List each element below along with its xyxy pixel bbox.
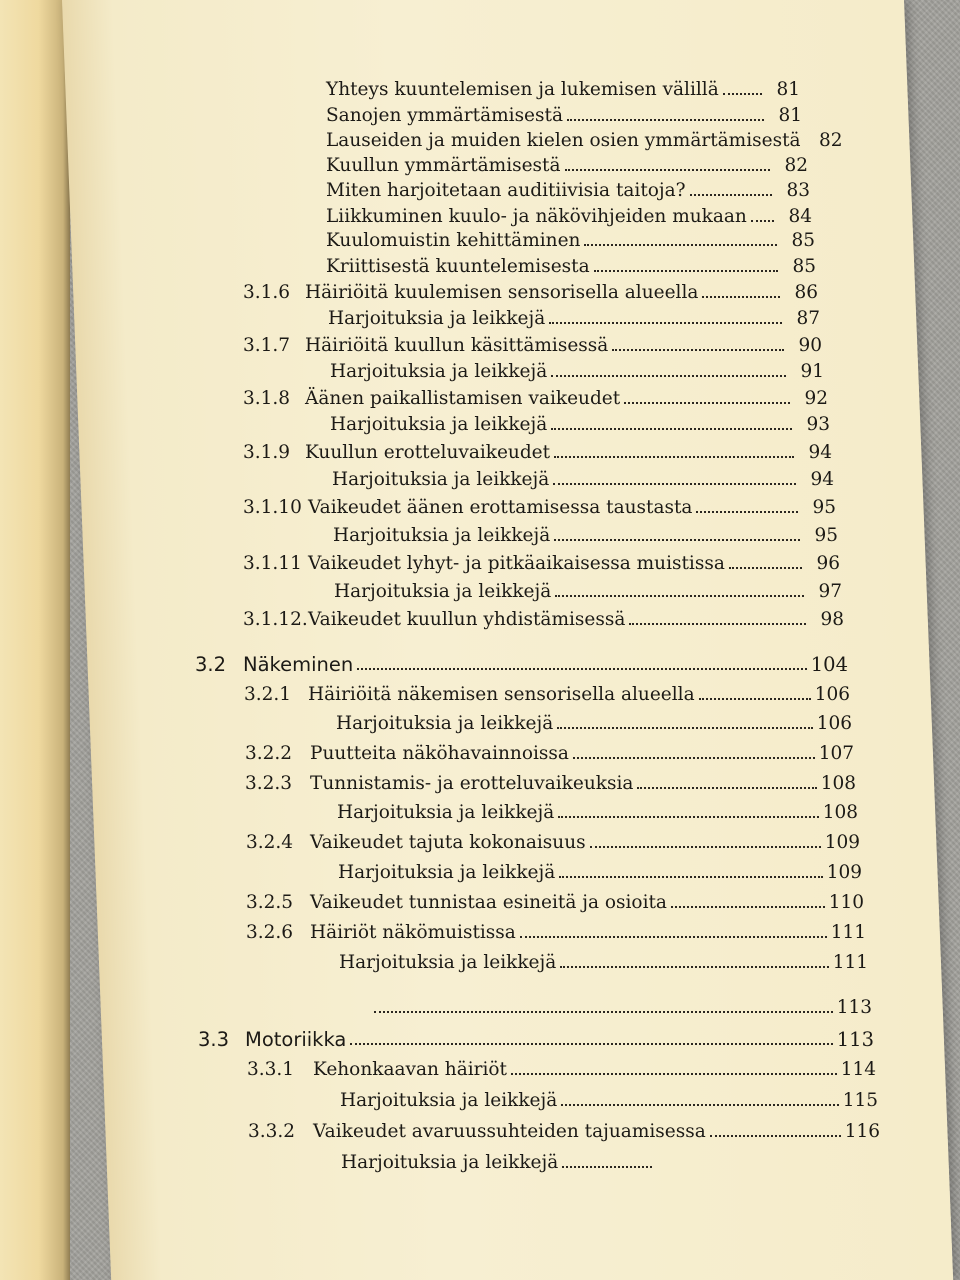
- entry-title: Vaikeudet lyhyt- ja pitkäaikaisessa muistissa: [308, 553, 725, 574]
- page-number: 111: [832, 952, 868, 973]
- page-number: 87: [796, 308, 820, 329]
- page-number: 84: [788, 206, 812, 227]
- page-number: 90: [798, 335, 822, 356]
- toc-entry-row: [326, 155, 808, 176]
- toc-entry-row: [370, 997, 872, 1018]
- page-number: 106: [814, 684, 850, 705]
- toc-entry-row: [326, 256, 816, 277]
- entry-title: Äänen paikallistamisen vaikeudet: [305, 388, 621, 409]
- leader-dots: [511, 1073, 837, 1075]
- leader-dots: [696, 511, 798, 513]
- toc-entry-row: [326, 230, 815, 251]
- toc-entry-row: [326, 206, 812, 227]
- entry-number: 3.1.12.: [243, 609, 308, 630]
- page-number: 109: [824, 832, 860, 853]
- toc-entry-row: [243, 282, 818, 303]
- page-number: 98: [820, 609, 844, 630]
- leader-dots: [555, 595, 804, 597]
- toc-entry-row: [244, 684, 850, 705]
- leader-dots: [637, 787, 816, 789]
- leader-dots: [751, 220, 774, 222]
- entry-title: Kuulomuistin kehittäminen: [326, 230, 581, 251]
- entry-title: Lauseiden ja muiden kielen osien ymmärtämisestä: [326, 130, 801, 151]
- leader-dots: [567, 119, 764, 121]
- entry-number: 3.2.6: [246, 922, 294, 943]
- leader-dots: [357, 668, 807, 670]
- entry-number: 3.3: [198, 1028, 230, 1051]
- page-number: 94: [808, 442, 832, 463]
- toc-entry-row: [340, 1090, 878, 1111]
- page-number: 95: [814, 525, 838, 546]
- leader-dots: [612, 349, 784, 351]
- leader-dots: [374, 1011, 833, 1013]
- leader-dots: [699, 698, 811, 700]
- page-number: 110: [828, 892, 864, 913]
- toc-entry-row: [337, 802, 858, 823]
- leader-dots: [629, 623, 806, 625]
- page-number: 113: [836, 997, 872, 1018]
- page-number: 94: [810, 469, 834, 490]
- entry-title: Harjoituksia ja leikkejä: [336, 713, 554, 734]
- entry-title: Häiriöitä kuullun käsittämisessä: [305, 335, 609, 356]
- toc-entry-row: [330, 361, 824, 382]
- leader-dots: [554, 456, 794, 458]
- page-number: 82: [819, 130, 843, 151]
- toc-entry-row: [243, 553, 840, 574]
- entry-title: Harjoituksia ja leikkejä: [330, 361, 548, 382]
- page-number: 108: [820, 773, 856, 794]
- leader-dots: [520, 936, 827, 938]
- entry-title: Kuullun ymmärtämisestä: [326, 155, 561, 176]
- leader-dots: [671, 906, 825, 908]
- entry-title: Vaikeudet tajuta kokonaisuus: [310, 832, 586, 853]
- page-number: 81: [776, 79, 800, 100]
- page-number: 109: [826, 862, 862, 883]
- leader-dots: [590, 846, 821, 848]
- page-number: 111: [830, 922, 866, 943]
- entry-title: Häiriöitä kuulemisen sensorisella alueella: [305, 282, 699, 303]
- entry-number: 3.2.5: [246, 892, 294, 913]
- entry-title: Vaikeudet avaruussuhteiden tajuamisessa: [313, 1121, 706, 1142]
- entry-title: Vaikeudet äänen erottamisessa taustasta: [308, 497, 693, 518]
- leader-dots: [551, 375, 786, 377]
- toc-entry-row: [326, 130, 843, 151]
- page-number: 116: [844, 1121, 880, 1142]
- entry-title: Kehonkaavan häiriöt: [313, 1059, 507, 1080]
- entry-title: Harjoituksia ja leikkejä: [333, 525, 551, 546]
- leader-dots: [561, 1104, 838, 1106]
- leader-dots: [557, 727, 812, 729]
- page-number: 113: [836, 1028, 874, 1051]
- toc-entry-row: [246, 922, 866, 943]
- entry-title: Sanojen ymmärtämisestä: [326, 105, 563, 126]
- entry-number: 3.2: [195, 653, 227, 676]
- leader-dots: [565, 169, 770, 171]
- leader-dots: [584, 244, 777, 246]
- toc-entry-row: [246, 832, 860, 853]
- leader-dots: [560, 966, 828, 968]
- toc-entry-row: [339, 952, 868, 973]
- entry-title: Harjoituksia ja leikkejä: [330, 414, 548, 435]
- entry-title: Vaikeudet tunnistaa esineitä ja osioita: [310, 892, 667, 913]
- entry-title: Harjoituksia ja leikkejä: [338, 862, 556, 883]
- entry-number: 3.1.10: [243, 497, 302, 518]
- entry-title: Harjoituksia ja leikkejä: [332, 469, 550, 490]
- entry-number: 3.2.1: [244, 684, 292, 705]
- leader-dots: [551, 428, 792, 430]
- page-number: 92: [804, 388, 828, 409]
- entry-title: Harjoituksia ja leikkejä: [337, 802, 555, 823]
- toc-entry-row: [341, 1152, 690, 1173]
- toc-entry-row: [245, 743, 854, 764]
- leader-dots: [702, 296, 780, 298]
- entry-number: 3.2.2: [245, 743, 293, 764]
- toc-entry-row: [326, 79, 800, 100]
- entry-title: Miten harjoitetaan auditiivisia taitoja?: [326, 180, 686, 201]
- leader-dots: [690, 194, 772, 196]
- entry-title: Tunnistamis- ja erotteluvaikeuksia: [310, 773, 634, 794]
- entry-number: 3.1.6: [243, 282, 291, 303]
- leader-dots: [729, 567, 802, 569]
- entry-title: Häiriöt näkömuistissa: [310, 922, 516, 943]
- leader-dots: [553, 483, 796, 485]
- leader-dots: [558, 816, 818, 818]
- leader-dots: [710, 1135, 841, 1137]
- page-number: 114: [840, 1059, 876, 1080]
- toc-entry-row: [246, 892, 864, 913]
- page-number: 108: [822, 802, 858, 823]
- toc-entry-row: [330, 414, 830, 435]
- toc-entry-row: [247, 1059, 876, 1080]
- entry-title: Näkeminen: [243, 653, 354, 676]
- entry-number: 3.3.2: [248, 1121, 296, 1142]
- page-number: 83: [786, 180, 810, 201]
- entry-number: 3.2.4: [246, 832, 294, 853]
- toc-entry-row: [243, 609, 844, 630]
- toc-entry-row: [328, 308, 820, 329]
- entry-title: Harjoituksia ja leikkejä: [340, 1090, 558, 1111]
- entry-title: Motoriikka: [245, 1028, 347, 1051]
- toc-entry-row: [338, 862, 862, 883]
- page-number: 96: [816, 553, 840, 574]
- toc-section-row: [198, 1028, 874, 1051]
- entry-title: Häiriöitä näkemisen sensorisella alueella: [308, 684, 695, 705]
- toc-entry-row: [334, 581, 842, 602]
- entry-number: 3.1.7: [243, 335, 291, 356]
- leader-dots: [554, 539, 800, 541]
- leader-dots: [573, 757, 815, 759]
- entry-number: 3.1.11: [243, 553, 302, 574]
- toc-entry-row: [336, 713, 852, 734]
- entry-number: 3.1.8: [243, 388, 291, 409]
- page-number: 115: [842, 1090, 878, 1111]
- toc-entry-row: [326, 180, 810, 201]
- entry-title: Harjoituksia ja leikkejä: [334, 581, 552, 602]
- entry-number: 3.3.1: [247, 1059, 295, 1080]
- page-number: 95: [812, 497, 836, 518]
- toc-entry-row: [333, 525, 838, 546]
- page-number: 106: [816, 713, 852, 734]
- leader-dots: [559, 876, 822, 878]
- entry-title: Liikkuminen kuulo- ja näkövihjeiden mukaan: [326, 206, 747, 227]
- toc-entry-row: [326, 105, 802, 126]
- page-number: 97: [818, 581, 842, 602]
- page-number: 85: [791, 230, 815, 251]
- toc-entry-row: [243, 335, 822, 356]
- entry-number: 3.2.3: [245, 773, 293, 794]
- toc-entry-row: [245, 773, 856, 794]
- page-number: 85: [792, 256, 816, 277]
- leader-dots: [594, 270, 778, 272]
- entry-title: Kriittisestä kuuntelemisesta: [326, 256, 590, 277]
- toc-entry-row: [248, 1121, 880, 1142]
- leader-dots: [549, 322, 782, 324]
- leader-dots: [624, 402, 790, 404]
- toc-entry-row: [243, 388, 828, 409]
- page-number: 107: [818, 743, 854, 764]
- page-number: 91: [800, 361, 824, 382]
- leader-dots: [350, 1043, 832, 1045]
- entry-title: Harjoituksia ja leikkejä: [328, 308, 546, 329]
- entry-title: Puutteita näköhavainnoissa: [310, 743, 569, 764]
- page-number: 93: [806, 414, 830, 435]
- toc-entry-row: [243, 442, 832, 463]
- page-number: 86: [794, 282, 818, 303]
- toc-entry-row: [243, 497, 836, 518]
- entry-title: Vaikeudet kuullun yhdistämisessä: [308, 609, 626, 630]
- entry-title: Harjoituksia ja leikkejä: [339, 952, 557, 973]
- page-number: 104: [810, 653, 848, 676]
- entry-title: Kuullun erotteluvaikeudet: [305, 442, 551, 463]
- toc-entry-row: [332, 469, 834, 490]
- leader-dots: [723, 93, 762, 95]
- page-number: 82: [784, 155, 808, 176]
- entry-title: Harjoituksia ja leikkejä: [341, 1152, 559, 1173]
- page-number: 81: [778, 105, 802, 126]
- toc-section-row: [195, 653, 848, 676]
- entry-number: 3.1.9: [243, 442, 291, 463]
- entry-title: Yhteys kuuntelemisen ja lukemisen välillä: [326, 79, 719, 100]
- leader-dots: [562, 1166, 652, 1168]
